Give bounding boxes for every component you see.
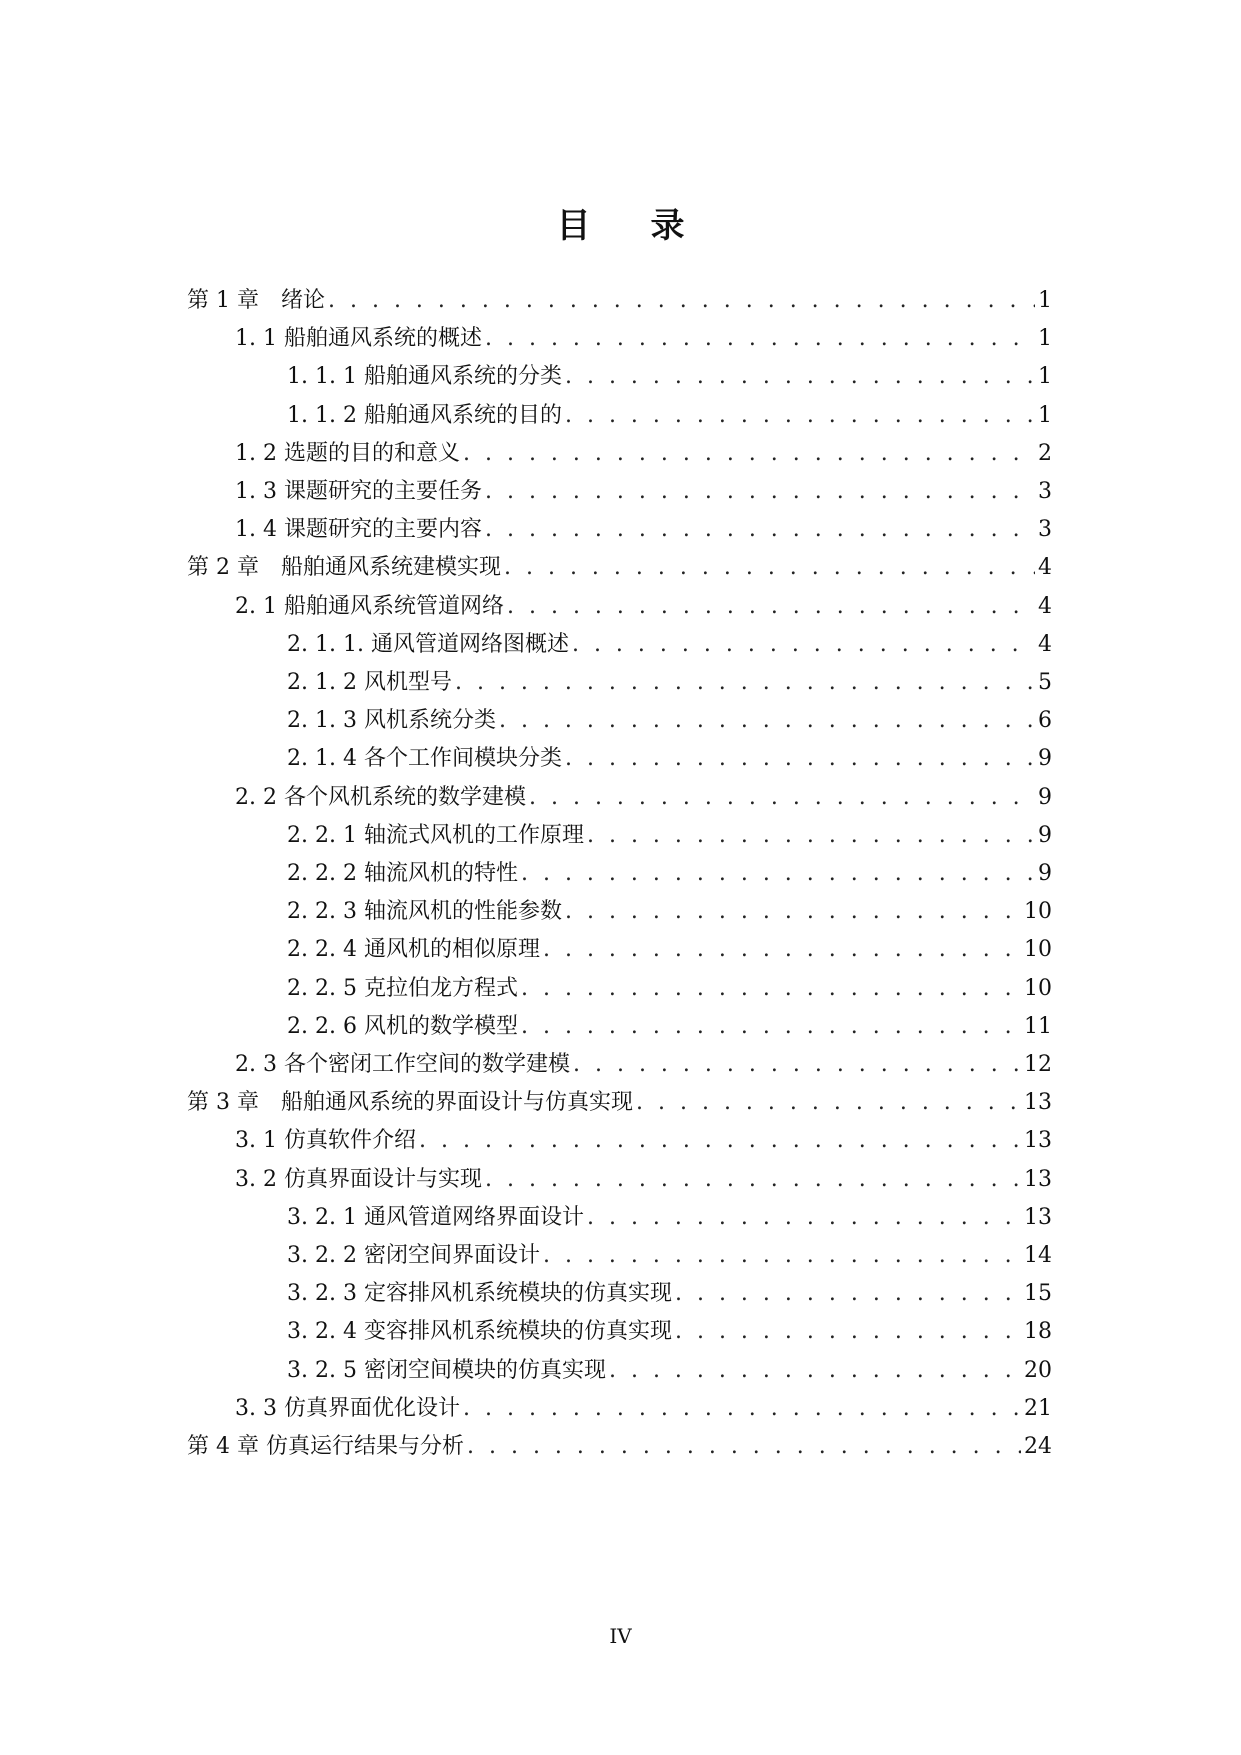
dot-leader [463, 437, 1035, 471]
dot-leader [485, 475, 1035, 509]
toc-entry-title: 3. 2. 4 变容排风机系统模块的仿真实现 [287, 1319, 672, 1345]
toc-entry[interactable] [235, 322, 1052, 356]
toc-entry[interactable] [287, 666, 1052, 700]
toc-entry[interactable] [235, 475, 1052, 509]
toc-entry-page-number: 9 [1038, 861, 1052, 886]
dot-leader [507, 590, 1035, 624]
toc-entry[interactable] [287, 360, 1052, 394]
toc-entry-title: 2. 1. 1. 通风管道网络图概述 [287, 631, 569, 657]
toc-entry-title: 1. 3 课题研究的主要任务 [235, 479, 482, 504]
toc-entry-page-number: 1 [1038, 364, 1052, 390]
toc-entry-page-number: 6 [1038, 708, 1052, 734]
toc-entry-page-number: 3 [1038, 479, 1052, 504]
dot-leader [572, 628, 1035, 662]
dot-leader [521, 1010, 1021, 1044]
dot-leader [565, 399, 1035, 433]
dot-leader [499, 704, 1035, 738]
toc-entry[interactable] [287, 628, 1052, 662]
dot-leader [328, 284, 1035, 318]
dot-leader [485, 322, 1035, 356]
toc-entry-page-number: 10 [1024, 937, 1052, 963]
toc-entry-title: 2. 1. 2 风机型号 [287, 670, 452, 695]
toc-entry-title: 3. 3 仿真界面优化设计 [235, 1395, 460, 1421]
toc-entry-page-number: 2 [1038, 440, 1052, 466]
toc-title [0, 198, 1241, 247]
toc-entry[interactable] [287, 857, 1052, 891]
toc-entry-page-number: 24 [1024, 1434, 1052, 1459]
toc-entry[interactable] [187, 1086, 1052, 1120]
toc-entry-page-number: 15 [1024, 1281, 1052, 1307]
dot-leader [521, 972, 1021, 1006]
dot-leader [675, 1315, 1021, 1349]
dot-leader [529, 781, 1035, 815]
toc-entry-page-number: 12 [1024, 1052, 1052, 1077]
dot-leader [521, 857, 1035, 891]
dot-leader [543, 933, 1021, 967]
toc-entry[interactable] [235, 513, 1052, 547]
toc-entry[interactable] [287, 399, 1052, 433]
toc-entry-page-number: 4 [1038, 555, 1052, 581]
toc-entry-page-number: 1 [1038, 326, 1052, 352]
toc-entry-page-number: 3 [1038, 517, 1052, 543]
dot-leader [675, 1277, 1021, 1311]
dot-leader [419, 1124, 1021, 1158]
toc-entry[interactable] [235, 437, 1052, 471]
toc-entry-page-number: 13 [1024, 1090, 1052, 1116]
toc-entry-title: 2. 2. 5 克拉伯龙方程式 [287, 975, 518, 1001]
toc-entry[interactable] [287, 972, 1052, 1006]
toc-entry[interactable] [235, 1048, 1052, 1082]
toc-entry-page-number: 13 [1024, 1204, 1052, 1230]
toc-entry[interactable] [235, 781, 1052, 815]
toc-entry-page-number: 21 [1024, 1395, 1052, 1421]
toc-entry[interactable] [287, 1010, 1052, 1044]
toc-entry-title: 2. 1. 3 风机系统分类 [287, 708, 496, 734]
toc-entry-page-number: 10 [1024, 899, 1052, 925]
dot-leader [485, 513, 1035, 547]
toc-entry[interactable] [287, 895, 1052, 929]
toc-title-right: 录 [650, 206, 685, 246]
dot-leader [587, 819, 1035, 853]
toc-entry-title: 1. 1 船舶通风系统的概述 [235, 326, 482, 352]
toc-entry[interactable] [235, 1163, 1052, 1197]
toc-entry-title: 2. 1. 4 各个工作间模块分类 [287, 746, 562, 772]
dot-leader [573, 1048, 1021, 1082]
toc-entry-title: 2. 1 船舶通风系统管道网络 [235, 593, 504, 619]
dot-leader [504, 551, 1035, 585]
toc-entry[interactable] [235, 1392, 1052, 1426]
toc-entry-page-number: 1 [1038, 402, 1052, 428]
toc-entry[interactable] [287, 1239, 1052, 1273]
toc-entry-title: 1. 2 选题的目的和意义 [235, 440, 460, 466]
toc-entry[interactable] [287, 1354, 1052, 1388]
toc-entry-title: 3. 1 仿真软件介绍 [235, 1128, 416, 1154]
toc-entry[interactable] [287, 1201, 1052, 1235]
toc-entry-title: 2. 2. 6 风机的数学模型 [287, 1013, 518, 1039]
dot-leader [543, 1239, 1021, 1273]
dot-leader [636, 1086, 1021, 1120]
toc-entry-page-number: 18 [1024, 1319, 1052, 1345]
toc-entry-title: 3. 2. 5 密闭空间模块的仿真实现 [287, 1357, 606, 1383]
toc-entry[interactable] [235, 590, 1052, 624]
dot-leader [467, 1430, 1021, 1464]
toc-entry-page-number: 5 [1038, 670, 1052, 695]
toc-entry-title: 2. 2. 2 轴流风机的特性 [287, 861, 518, 886]
toc-entry-page-number: 4 [1038, 593, 1052, 619]
toc-entry[interactable] [187, 551, 1052, 585]
toc-entry[interactable] [287, 704, 1052, 738]
toc-entry[interactable] [287, 1277, 1052, 1311]
toc-entry-page-number: 1 [1038, 288, 1052, 313]
toc-entry-page-number: 9 [1038, 784, 1052, 810]
dot-leader [565, 895, 1021, 929]
dot-leader [455, 666, 1035, 700]
toc-entry-title: 1. 1. 1 船舶通风系统的分类 [287, 364, 562, 390]
toc-entry-title: 2. 2 各个风机系统的数学建模 [235, 784, 526, 810]
toc-entry[interactable] [235, 1124, 1052, 1158]
toc-title-left: 目 [556, 206, 591, 246]
toc-entry-page-number: 11 [1024, 1013, 1052, 1039]
toc-entry[interactable] [187, 284, 1052, 318]
toc-entry-title: 第 3 章 船舶通风系统的界面设计与仿真实现 [187, 1090, 633, 1116]
toc-entry-title: 2. 2. 4 通风机的相似原理 [287, 937, 540, 963]
dot-leader [565, 360, 1035, 394]
dot-leader [609, 1354, 1021, 1388]
toc-entry-title: 2. 3 各个密闭工作空间的数学建模 [235, 1052, 570, 1077]
toc-entry-title: 1. 1. 2 船舶通风系统的目的 [287, 402, 562, 428]
toc-entry-title: 1. 4 课题研究的主要内容 [235, 517, 482, 543]
toc-entry-page-number: 10 [1024, 975, 1052, 1001]
toc-entry-title: 2. 2. 3 轴流风机的性能参数 [287, 899, 562, 925]
toc-entry-title: 第 4 章 仿真运行结果与分析 [187, 1434, 464, 1459]
toc-entry-title: 3. 2. 3 定容排风机系统模块的仿真实现 [287, 1281, 672, 1307]
toc-entry-title: 3. 2 仿真界面设计与实现 [235, 1166, 482, 1192]
toc-entry-title: 2. 2. 1 轴流式风机的工作原理 [287, 822, 584, 848]
toc-entry-title: 3. 2. 1 通风管道网络界面设计 [287, 1204, 584, 1230]
toc-entry[interactable] [287, 742, 1052, 776]
toc-entry-title: 第 1 章 绪论 [187, 288, 325, 313]
dot-leader [565, 742, 1035, 776]
toc-entry[interactable] [287, 1315, 1052, 1349]
dot-leader [587, 1201, 1021, 1235]
dot-leader [463, 1392, 1021, 1426]
toc-entry-title: 3. 2. 2 密闭空间界面设计 [287, 1243, 540, 1268]
toc-entry[interactable] [187, 1430, 1052, 1464]
toc-entry-page-number: 13 [1024, 1128, 1052, 1154]
toc-entry[interactable] [287, 933, 1052, 967]
toc-entry-page-number: 20 [1024, 1357, 1052, 1383]
toc-entry-page-number: 9 [1038, 746, 1052, 772]
toc-entry-title: 第 2 章 船舶通风系统建模实现 [187, 555, 501, 581]
toc-entry[interactable] [287, 819, 1052, 853]
toc-entry-page-number: 13 [1024, 1166, 1052, 1192]
toc-entry-page-number: 14 [1024, 1243, 1052, 1268]
page-number-footer: IV [609, 1624, 632, 1648]
toc-entry-page-number: 9 [1038, 822, 1052, 848]
toc-entry-page-number: 4 [1038, 631, 1052, 657]
dot-leader [485, 1163, 1021, 1197]
